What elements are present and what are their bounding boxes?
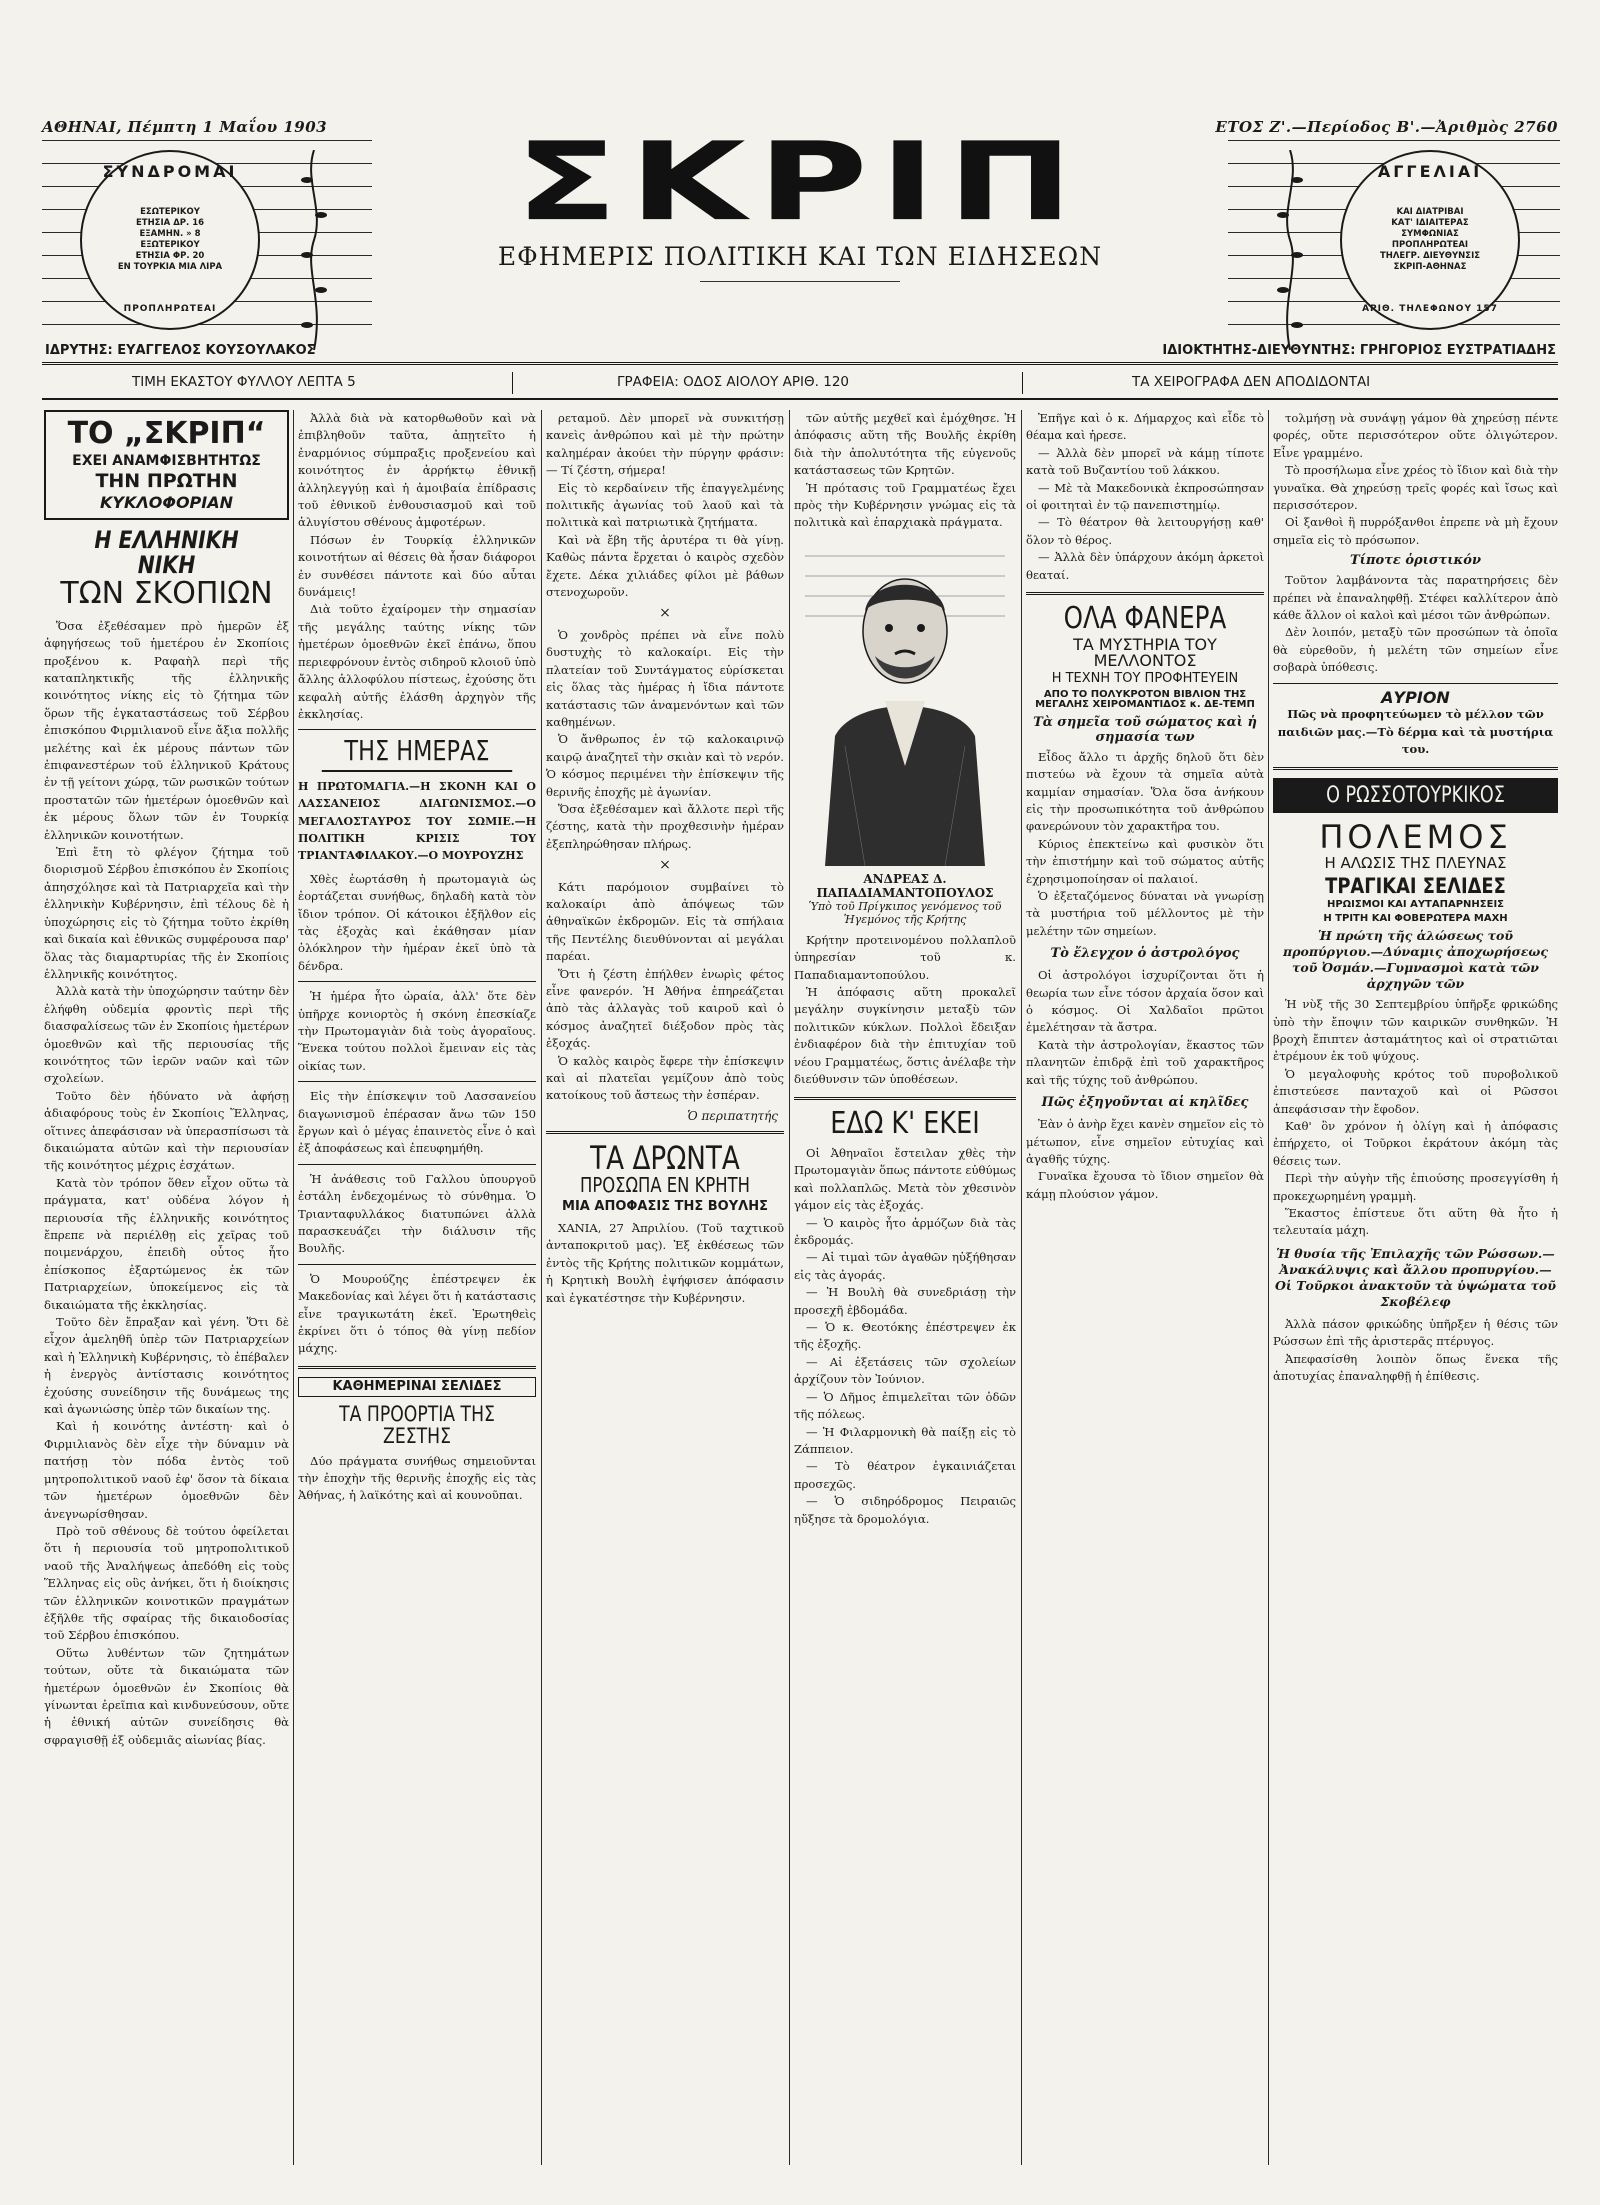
circulation-box: ΤΟ „ΣΚΡΙΠ“ ΕΧΕΙ ΑΝΑΜΦΙΣΒΗΤΗΤΩΣ ΤΗΝ ΠΡΩΤΗΝ ΚΥΚΛΟΦΟΡΙΑΝ xyxy=(44,410,289,520)
subheadline: ΜΙΑ ΑΠΟΦΑΣΙΣ ΤΗΣ ΒΟΥΛΗΣ xyxy=(562,1199,768,1215)
info-divider xyxy=(1022,372,1023,394)
column-1 xyxy=(44,410,289,2165)
headline: ΠΟΛΕΜΟΣ xyxy=(1319,817,1512,856)
subheadline: Τίποτε ὁριστικόν xyxy=(1350,553,1481,569)
section-title: ΤΗΣ ΗΜΕΡΑΣ xyxy=(322,736,512,771)
headline: ΤΩΝ ΣΚΟΠΙΩΝ xyxy=(60,576,273,612)
headline-box: Ο ΡΩΣΣΟΤΟΥΡΚΙΚΟΣ xyxy=(1273,778,1558,813)
column-5 xyxy=(1026,410,1264,2165)
article-body: Ἐπῆγε καὶ ὁ κ. Δήμαρχος καὶ εἶδε τὸ θέαμα καὶ ἠρεσε. — Ἀλλὰ δὲν μπορεῖ νὰ κάμῃ τίποτε κατὰ τοῦ Βυζαντίου τοῦ λάκκου. — Μὲ τὰ Μακεδονικὰ ἐκπροσώπησαν οἱ φοιτηταὶ ἐν τῷ πανεπιστημίῳ. — Τὸ θέατρον θὰ λειτουργήσῃ καθ' ὅλον τὸ θέρος. — Ἀλλὰ δὲν ὑπάρχουν ἀκόμη ἀρκετοὶ θεαταί. xyxy=(1026,411,1264,582)
column-2 xyxy=(298,410,536,2165)
article-body: τῶν αὐτῆς μεχθεῖ καὶ ἐμόχθησε. Ἡ ἀπόφασις αὕτη τῆς Βουλῆς ἐκρίθη διὰ τὴν ἀπολυτότητα τῆς εὐγενοῦς κατάστασεως τῶν Κρητῶν. Ἡ πρότασις τοῦ Γραμματέως ἔχει πρὸς τὴν Κυβέρνησιν γνώμας εἰς τὰ πολιτικὰ καὶ ἐπαρχιακὰ πράγματα. xyxy=(794,411,1016,530)
info-divider xyxy=(512,372,513,394)
price-notice: ΤΙΜΗ ΕΚΑΣΤΟΥ ΦΥΛΛΟΥ ΛΕΠΤΑ 5 xyxy=(132,374,356,390)
headline: ΤΑ ΔΡΩΝΤΑ xyxy=(590,1138,740,1177)
subheadline: Τὸ ἔλεγχον ὁ ἀστρολόγος xyxy=(1050,946,1240,962)
article-body: Τοῦτον λαμβάνοντα τὰς παρατηρήσεις δὲν πρέπει νὰ ἐπαναληφθῇ. Στέφει καλλίτερον ἀπὸ κάθε ἄλλον οἱ καλοὶ καὶ μέσοι τῶν ἀνθρώπων. Δὲν λοιπόν, μεταξὺ τῶν προσώπων τὰ ὁποῖα θὰ εὑρεθοῦν, ἡ μελέτη τῶν σημείων εἶνε σοβαρὰ ὑπόθεσις. xyxy=(1273,573,1558,675)
portrait-engraving-icon xyxy=(805,536,1005,866)
headline: ΠΡΟΣΩΠΑ ΕΝ ΚΡΗΤΗ xyxy=(580,1173,750,1198)
masthead-title-block xyxy=(395,119,1205,287)
article-body: Οἱ ἀστρολόγοι ἰσχυρίζονται ὅτι ἡ θεωρία των εἶνε τόσον ἀρχαία ὅσον καὶ ὁ κόσμος. Οἱ Χαλδαῖοι πρῶτοι ἐμελέτησαν τὰ ἄστρα. Κατὰ τὴν ἀστρολογίαν, ἕκαστος τῶν πλανητῶν ἐπιδρᾷ ἐπὶ τοῦ χαρακτῆρος καὶ τῆς τύχης τοῦ ἀνθρώπου. xyxy=(1026,968,1264,1087)
subheadline: ΑΠΟ ΤΟ ΠΟΛΥΚΡΟΤΟΝ ΒΙΒΛΙΟΝ ΤΗΣ ΜΕΓΑΛΗΣ ΧΕΙΡΟΜΑΝΤΙΔΟΣ κ. ΔΕ-ΤΕΜΠ xyxy=(1035,688,1255,711)
article-body: ΧΑΝΙΑ, 27 Ἀπριλίου. (Τοῦ ταχτικοῦ ἀνταποκριτοῦ μας). Ἐξ ἐκθέσεως τῶν ἐντὸς τῆς Κρήτης πολιτικῶν κομμάτων, ἡ Κρητικὴ Βουλὴ ἐψήφισεν ἀπόφασιν καὶ ἐγκατέστησε τὴν Κυβέρνησιν. xyxy=(546,1221,784,1305)
headline: Η ΑΛΩΣΙΣ ΤΗΣ ΠΛΕΥΝΑΣ xyxy=(1324,854,1507,873)
headline: Η ΤΕΧΝΗ ΤΟΥ ΠΡΟΦΗΤΕΥΕΙΝ xyxy=(1051,671,1239,687)
column-rule xyxy=(1021,410,1022,2165)
subheadline: ΑΥΡΙΟΝ xyxy=(1381,687,1450,707)
manuscripts-notice: ΤΑ ΧΕΙΡΟΓΡΑΦΑ ΔΕΝ ΑΠΟΔΙΔΟΝΤΑΙ xyxy=(1132,374,1371,390)
info-bar xyxy=(42,372,1558,394)
office-address: ΓΡΑΦΕΙΑ: ΟΔΟΣ ΑΙΟΛΟΥ ΑΡΙΘ. 120 xyxy=(617,374,849,390)
column-rule xyxy=(293,410,294,2165)
info-bar-rule xyxy=(42,398,1558,400)
subheadline: Τὰ σημεῖα τοῦ σώματος καὶ ἡ σημασία των xyxy=(1033,714,1257,745)
masthead-rule xyxy=(42,362,1558,367)
subheadline: Η ΤΡΙΤΗ ΚΑΙ ΦΟΒΕΡΩΤΕΡΑ ΜΑΧΗ xyxy=(1323,912,1508,924)
newspaper-subtitle: ΕΦΗΜΕΡΙΣ ΠΟΛΙΤΙΚΗ ΚΑΙ ΤΩΝ ΕΙΔΗΣΕΩΝ xyxy=(497,242,1103,271)
subheadline: Ἡ θυσία τῆς Ἐπιλαχῆς τῶν Ρώσσων.—Ἀνακάλυψις καὶ ἄλλου προπυργίου.—Οἱ Τοῦρκοι ἀνακτοῦν τὰ ὑψώματα τοῦ Σκοβέλεφ xyxy=(1274,1245,1557,1309)
headline: ΤΑ ΜΥΣΤΗΡΙΑ ΤΟΥ ΜΕΛΛΟΝΤΟΣ xyxy=(1073,634,1217,671)
subscription-seal: ΣΥΝΔΡΟΜΑΙ ΕΣΩΤΕΡΙΚΟΥ ΕΤΗΣΙΑ ΔΡ. 16 ΕΞΑΜΗΝ. » 8 ΕΞΩΤΕΡΙΚΟΥ ΕΤΗΣΙΑ ΦΡ. 20 ΕΝ ΤΟΥΡΚΙΑ ΜΙΑ ΛΙΡΑ ΠΡΟΠΛΗΡΩΤΕΑΙ xyxy=(80,150,260,330)
ornament-rule xyxy=(700,281,900,287)
column-4 xyxy=(794,410,1016,2165)
headline: ΤΑ ΠΡΟΟΡΤΙΑ ΤΗΣ ΖΕΣΤΗΣ xyxy=(339,1401,495,1448)
portrait-subcaption: Ὑπὸ τοῦ Πρίγκιπος γενόμενος τοῦ Ἡγεμόνος τῆς Κρήτης xyxy=(808,899,1002,926)
column-rule xyxy=(789,410,790,2165)
vine-ornament-icon xyxy=(300,150,328,350)
subheadline: Ἡ πρώτη τῆς ἁλώσεως τοῦ προπύργιου.—Δύναμις ἀποχωρήσεως τοῦ Ὀσμάν.—Γυμνασμοὶ κατὰ τῶν ἀρχηγῶν τῶν xyxy=(1283,928,1548,992)
portrait-caption: ΑΝΔΡΕΑΣ Δ. ΠΑΠΑΔΙΑΜΑΝΤΟΠΟΥΛΟΣ xyxy=(816,871,994,900)
subheadline: ΗΡΩΙΣΜΟΙ ΚΑΙ ΑΥΤΑΠΑΡΝΗΣΕΙΣ xyxy=(1326,899,1505,911)
owner-line: ΙΔΙΟΚΤΗΤΗΣ-ΔΙΕΥΘΥΝΤΗΣ: ΓΡΗΓΟΡΙΟΣ ΕΥΣΤΡΑΤΙΑΔΗΣ xyxy=(1162,343,1556,358)
founder-line: ΙΔΡΥΤΗΣ: ΕΥΑΓΓΕΛΟΣ ΚΟΥΣΟΥΛΑΚΟΣ xyxy=(45,343,316,358)
column-rule xyxy=(1268,410,1269,2165)
vine-ornament-icon xyxy=(1276,150,1304,350)
article-body: Οἱ Ἀθηναῖοι ἔστειλαν χθὲς τὴν Πρωτομαγιὰν ὅπως πάντοτε εὐθύμως καὶ πολλαπλῶς. Μετὰ τὸν χθεσινὸν γάμον εἰς τὰς ἐξοχάς. — Ὁ καιρὸς ἦτο ἁρμόζων διὰ τὰς ἐκδρομάς. — Αἱ τιμαὶ τῶν ἀγαθῶν ηὐξήθησαν εἰς τὰς ἀγοράς. — Ἡ Βουλὴ θὰ συνεδριάσῃ τὴν προσεχῆ ἑβδομάδα. — Ὁ κ. Θεοτόκης ἐπέστρεψεν ἐκ τῆς ἐξοχῆς. — Αἱ ἐξετάσεις τῶν σχολείων ἀρχίζουν τὸν Ἰούνιον. — Ὁ Δῆμος ἐπιμελεῖται τῶν ὁδῶν τῆς πόλεως. — Ἡ Φιλαρμονικὴ θὰ παίξῃ εἰς τὸ Ζάππειον. — Τὸ θέατρον ἐγκαινιάζεται προσεχῶς. — Ὁ σιδηρόδρομος Πειραιῶς ηὔξησε τὰ δρομολόγια. xyxy=(794,1146,1016,1526)
teaser: Πῶς νὰ προφητεύωμεν τὸ μέλλον τῶν παιδιῶν μας.—Τὸ δέρμα καὶ τὰ μυστήρια του. xyxy=(1277,707,1554,757)
section-divider: × xyxy=(659,605,671,622)
article-body: Ἐὰν ὁ ἀνὴρ ἔχει κανὲν σημεῖον εἰς τὸ μέτωπον, εἶνε σημεῖον εὐτυχίας καὶ ἀγαθῆς τύχης. Γυναῖκα ἔχουσα τὸ ἴδιον σημεῖον θὰ κάμῃ πλούσιον γάμον. xyxy=(1026,1117,1264,1201)
article-body: Εἶδος ἄλλο τι ἀρχῆς δηλοῦ ὅτι δὲν πιστεύω νὰ ἔχουν τὰ σημεῖα αὐτὰ καμμίαν σημασίαν. Ὅλα ὅσα ἀνήκουν εἰς τὴν προσωπικότητα τοῦ ἀνθρώπου φανερώνουν τὸν χαρακτῆρα του. Κύριος ἐπεκτείνω καὶ φυσικὸν ὅτι τὴν ἐπιστήμην καὶ τοῦ σώματος αὐτῆς ἐχρησιμοποίησαν οἱ παλαιοί. Ὁ ἐξεταζόμενος δύναται νὰ γνωρίσῃ τὰ μυστήρια τοῦ μέλλοντος μὲ τὴν μελέτην τῶν σημείων. xyxy=(1026,749,1264,938)
section-divider: × xyxy=(659,857,671,874)
column-6 xyxy=(1273,410,1558,2165)
article-body: Χθὲς ἐωρτάσθη ἡ πρωτομαγιὰ ὡς ἑορτάζεται συνήθως, δηλαδὴ κατὰ τὸν ἴδιον τρόπον. Οἱ κάτοικοι ἐξῆλθον εἰς τὰς ἐξοχὰς καὶ ἐκάθησαν μίαν ὁλόκληρον τὴν ἡμέραν ἐκεῖ ὑπὸ τὰ δένδρα. Ἡ ἡμέρα ἦτο ὡραία, ἀλλ' ὅτε δὲν ὑπῆρχε κονιορτὸς ἡ σκόνη ἐπεσκίαζε τὴν Πρωτομαγιὰν διὰ τοὺς ἀγοραῖους. Ἕνεκα τούτου πολλοὶ ἔμειναν εἰς τὰς οἰκίας των. Εἰς τὴν ἐπίσκεψιν τοῦ Λασσανείου διαγωνισμοῦ ἐπέρασαν ἄνω τῶν 150 ἔργων καὶ ὁ μέγας ἐπαινετὸς εἶνε ὁ καὶ ἐξ ἀποφάσεως καὶ ἐπευφημήθη. Ἡ ἀνάθεσις τοῦ Γαλλου ὑπουργοῦ ἐστάλη ἐνδεχομένως τὸ σύνθημα. Ὁ Τριανταφυλλάκος διατυπώνει ἀλλὰ παρασκευάζει τὴν διάλυσιν τῆς Βουλῆς. Ὁ Μουρούζης ἐπέστρεψεν ἐκ Μακεδονίας καὶ λέγει ὅτι ἡ κατάστασις εἶνε τραγικωτάτη ἐκεῖ. Ἐρωτηθεὶς ἐκρίνει ὅτι ὁ τόπος θὰ γίνῃ πεδίον μάχης. xyxy=(298,871,536,1356)
article-body: ρεταμοῦ. Δὲν μπορεῖ νὰ συνκιτήσῃ κανεὶς ἀνθρώπου καὶ μὲ τὴν πρώτην καλημέραν ἀκούει τὴν πύργην φράσιν: — Τί ζέστη, σήμερα! Εἰς τὸ κερδαίνειν τῆς ἐπαγγελμένης πολιτικῆς ἀγωνίας τοῦ λαοῦ καὶ τὰ πολιτικὰ καὶ πατριωτικὰ ζητήματα. Καὶ νὰ ἔβη τῆς ἀρυτέρα τι θὰ γίνῃ. Καθὼς πάντα ἔρχεται ὁ καιρὸς σχεδὸν ἔχετε. Δέκα χιλιάδες φίλοι μὲ βάθων στενοχωροῦν. × Ὁ χονδρὸς πρέπει νὰ εἶνε πολὺ δυστυχὴς τὸ καλοκαίρι. Εἰς τὴν πλατείαν τοῦ Συντάγματος εὑρίσκεται εἰς ὅλας τὰς ἡμέρας ἡ ἴδια πάντοτε κατάστασις τῶν ἀναμενόντων καὶ τῶν καθημένων. Ὁ ἄνθρωπος ἐν τῷ καλοκαιρινῷ καιρῷ ἀναζητεῖ τὴν σκιὰν καὶ τὸ νερόν. Ὁ κόσμος περιμένει τὴν ἐπίσκεψιν τῆς θερινῆς ἐποχῆς μὲ ἀγωνίαν. Ὅσα ἐξεθέσαμεν καὶ ἄλλοτε περὶ τῆς ζέστης, κατὰ τὴν προχθεσινὴν ἡμέραν ἐξεπληρώθησαν πλήρως. × Κάτι παρόμοιον συμβαίνει τὸ καλοκαίρι ἀπὸ ἀπόψεως τῶν ἀθηναϊκῶν ἐκδρομῶν. Εἰς τὰ σπήλαια τῆς Πεντέλης διευθύνονται αἱ μεγάλαι παρέαι. Ὅτι ἡ ζέστη ἐπήλθεν ἐνωρὶς φέτος εἶνε φανερόν. Ἡ Ἀθήνα ἐπηρεάζεται ἀπὸ τὰς ἀλλαγὰς τοῦ καιροῦ καὶ ὁ κόσμος ἀναζητεῖ διέξοδον πρὸς τὰς ἐξοχάς. Ὁ καλὸς καιρὸς ἔφερε τὴν ἐπίσκεψιν καὶ αἱ πλατεῖαι γεμίζουν ἀπὸ τοὺς κατοίκους τοῦ ἄστεως τὴν ἑσπέραν. xyxy=(546,411,784,1103)
article-body: Ἡ νὺξ τῆς 30 Σεπτεμβρίου ὑπῆρξε φρικώδης ὑπὸ τὴν ἔποψιν τῶν καιρικῶν συνθηκῶν. Ἡ βροχὴ ἔπιπτεν ἀσταμάτητος καὶ οἱ στρατιῶται ἐτρέμουν ἐκ τοῦ ψύχους. Ὁ μεγαλοφυὴς κρότος τοῦ πυροβολικοῦ ἐπιστεύεσε πανταχοῦ καὶ οἱ Ρῶσσοι ἀπεφάσισαν τὴν ἔφοδον. Καθ' ὃν χρόνον ἡ ὀλίγη καὶ ἡ ἀπόφασις ἐπήρχετο, οἱ Τοῦρκοι ἐκράτουν ἀκόμη τὰς θέσεις των. Περὶ τὴν αὐγὴν τῆς ἐπιούσης προσεγγίσθη ἡ προκεχωρημένη γραμμὴ. Ἕκαστος ἐπίστευε ὅτι αὕτη θὰ ἦτο ἡ τελευταία μάχη. xyxy=(1273,997,1558,1238)
article-body: τολμήσῃ νὰ συνάψῃ γάμον θὰ χηρεύσῃ πέντε φορές, οὔτε περισσότερον οὔτε ὀλιγώτερον. Εἶνε γραμμένο. Τὸ προσήλωμα εἶνε χρέος τὸ ἴδιον καὶ διὰ τὴν γυναῖκα. Θὰ χηρεύσῃ τρεῖς φορές καὶ ἴσως καὶ περισσότερον. Οἱ ξανθοὶ ἢ πυρρόξανθοι ἐπρεπε νὰ μὴ ἔχουν σημεῖα εἰς τὸ πρόσωπον. xyxy=(1273,411,1558,547)
issue-number: ΕΤΟΣ Ζ'.—Περίοδος Β'.—Ἀριθμὸς 2760 xyxy=(1215,118,1558,136)
advertising-seal: ΑΓΓΕΛΙΑΙ ΚΑΙ ΔΙΑΤΡΙΒΑΙ ΚΑΤ' ΙΔΙΑΙΤΕΡΑΣ ΣΥΜΦΩΝΙΑΣ ΠΡΟΠΛΗΡΩΤΕΑΙ ΤΗΛΕΓΡ. ΔΙΕΥΘΥΝΣΙΣ ΣΚΡΙΠ-ΑΘΗΝΑΣ ΑΡΙΘ. ΤΗΛΕΦΩΝΟΥ 157 xyxy=(1340,150,1520,330)
subheadline: Πῶς ἐξηγοῦνται αἱ κηλῖδες xyxy=(1041,1095,1249,1111)
article-body: Ἀλλὰ διὰ νὰ κατορθωθοῦν καὶ νὰ ἐπιβληθοῦν ταῦτα, ἀπῃτεῖτο ἡ ἐναρμόνιος σύμπραξις προξενείου καὶ κοινότητος ἐν ἀρρήκτῳ ἐθνικῇ ἀλληλεγγύῃ καὶ ἡ ἀμοιβαία ἐπίδρασις τοῦ ἐθνικοῦ ἐνθουσιασμοῦ καὶ τοῦ ἀλυγίστου σθένους ἀμφοτέρων. Πόσων ἐν Τουρκίᾳ ἑλληνικῶν κοινοτήτων αἱ θέσεις θὰ ἦσαν διάφοροι ἐν συνθέσει πάντοτε καὶ δύο αὗται δυνάμεις! Διὰ τοῦτο ἐχαίρομεν τὴν σημασίαν τῆς μεγάλης ταύτης νίκης τῶν ἡμετέρων ὁμοεθνῶν ἐκεῖ ἐπάνω, ὅπου περιεφρόνουν ἐντὸς σιδηροῦ κλοιοῦ ὑπὸ ἄλλης ἀλλοφύλου πίστεως, ἐχούσης ὅτι κεφαλὴ αὐτῆς ἐλάσθη ἀρχηγὸν τῆς ἐκκλησίας. xyxy=(298,411,536,721)
article-body: Ὅσα ἐξεθέσαμεν πρὸ ἡμερῶν ἐξ ἀφηγήσεως τοῦ ἡμετέρου ἐν Σκοπίοις προξένου κ. Ραφαὴλ περὶ τῆς καταπληκτικῆς τῆς ἑλληνικῆς κοινότητος νίκης εἰς τὸ ζήτημα τῶν ὅρων τῆς ἐγκαταστάσεως τοῦ Σέρβου ἐπισκόπου Φιρμιλιανοῦ εἶνε ἄξια πολλῆς μελέτης καὶ ἐκ μέρους πάντων τῶν ἐπιφανεστέρων τοῦ ἑλληνικοῦ Κράτους ἐν τῇ γείτονι χώρᾳ, τῶν ρωσικῶν τούτων προστατῶν τῶν ἡμετέρων ὁμοεθνῶν καὶ ἐκ μέρους ὅλων τῶν ἐν Τουρκίᾳ ἑλληνικῶν κοινοτήτων. Ἐπὶ ἔτη τὸ φλέγον ζήτημα τοῦ διορισμοῦ Σέρβου ἐπισκόπου ἐν Σκοπίοις ἀπησχόλησε καὶ τὰ Πατριαρχεῖα καὶ τὴν ἑλληνικὴν Κυβέρνησιν, ἐπὶ τέλους δὲ ἡ ὑποχώρησις εἰς τὸ ζήτημα τοῦτο ἐκρίθη καὶ δικαία καὶ ἐθνικῶς συμφέρουσα παρ' ὅλας τὰς διαμαρτυρίας τῆς ἐν Σκοπίοις ἑλληνικῆς κοινότητος. Ἀλλὰ κατὰ τὴν ὑποχώρησιν ταύτην δὲν ἐλήφθη οὐδεμία φροντὶς περὶ τῆς διασφαλίσεως τῶν ἐν Σκοπίοις ἡμετέρων ὁμοεθνῶν καὶ τῆς περιουσίας τῆς κοινότητος τῶν ἱερῶν ναῶν καὶ τῶν σχολείων. Τοῦτο δὲν ἠδύνατο νὰ ἀφήσῃ ἀδιαφόρους τοὺς ἐν Σκοπίοις Ἕλληνας, οἵτινες ἀπεφάσισαν νὰ ὑπερασπίσωσι τὰ δικαιώματα αὐτῶν καὶ τὴν περιουσίαν τῆς κοινότητος μέχρις ἐσχάτων. Κατὰ τὸν τρόπον ὅθεν εἶχον οὕτω τὰ πράγματα, κατ' οὐδένα λόγον ἡ περιουσία τῆς ἑλληνικῆς κοινότητος ἔπρεπε νὰ περιέλθῃ εἰς χεῖρας τοῦ ποιμενάρχου, ἐπειδὴ οὗτος ἦτο ἐπίσκοπος ἐξαρτώμενος ἐκ τῶν Πατριαρχείων, ὑποκείμενος εἰς τὰ δικαιώματα τῆς ἐκκλησίας. Τοῦτο δὲν ἔπραξαν καὶ γένη. Ὅτι δὲ εἶχον ἀμεληθῆ ὑπὲρ τῶν Πατριαρχείων καὶ ἡ Ἑλληνικὴ Κυβέρνησις, τὸ ἐπέβαλεν ἡ ἐνεργὸς ἀντίστασις κοινότητος ἐχούσης συνείδησιν τῆς δυνάμεως της καὶ ἀγωνιώσης ὑπὲρ τῶν δικαίων της. Καὶ ἡ κοινότης ἀντέστη· καὶ ὁ Φιρμιλιανὸς δὲν εἶχε τὴν δύναμιν νὰ πατήσῃ τὸν πόδα ἐντὸς τοῦ μητροπολιτικοῦ ναοῦ ἐφ' ὅσον τὰ δίκαια τῶν ἡμετέρων ὁμοεθνῶν δὲν ἀνεγνωρίσθησαν. Πρὸ τοῦ σθένους δὲ τούτου ὀφείλεται ὅτι ἡ περιουσία τοῦ μητροπολιτικοῦ ναοῦ τῆς Ἀναλήψεως ἀπεδόθη εἰς τοὺς Ἕλληνας εἰς οὓς ἀνήκει, ὅτι ἡ διοίκησις τῶν ἑλληνικῶν κοινοτικῶν πραγμάτων ἐξῆλθε τῆς σφαίρας τῆς δικαιοδοσίας τοῦ Σέρβου ἐπισκόπου. Οὕτω λυθέντων τῶν ζητημάτων τούτων, οὔτε τὰ δικαιώματα τῶν ἡμετέρων ὁμοεθνῶν ἐν Σκοπίοις θὰ γίνωνται ἐρεῖπια καὶ κινδυνεύσουν, οὔτε ἡ ἐθνική αὐτῶν συνείδησις θὰ σφραγισθῇ ἐξ οὐδεμιᾶς αἰωνίας βίας. xyxy=(44,618,289,1747)
dateline: ΑΘΗΝΑΙ, Πέμπτη 1 Μαΐου 1903 xyxy=(42,118,328,136)
headline: Η ΕΛΛΗΝΙΚΗ ΝΙΚΗ xyxy=(94,525,239,580)
headline: ΕΔΩ Κ' ΕΚΕΙ xyxy=(830,1105,980,1141)
article-body: Δύο πράγματα συνήθως σημειοῦνται τὴν ἐποχὴν τῆς θερινῆς ἐποχῆς εἰς τὰς Ἀθήνας, ἡ λαϊκότης καὶ αἱ κουνοῦπαι. xyxy=(298,1453,536,1503)
article-body: Ἀλλὰ πάσον φρικώδης ὑπῆρξεν ἡ θέσις τῶν Ρώσσων ἐπὶ τῆς ἀριστερᾶς πτέρυγος. Ἀπεφασίσθη λοιπὸν ὅπως ἕνεκα τῆς ἀποτυχίας ἐπαναληφθῇ ἡ ἐπίθεσις. xyxy=(1273,1316,1558,1384)
headline: ΤΡΑΓΙΚΑΙ ΣΕΛΙΔΕΣ xyxy=(1325,874,1506,899)
byline: Ὁ περιπατητής xyxy=(687,1108,778,1123)
section-summary: Η ΠΡΩΤΟΜΑΓΙΑ.—Η ΣΚΟΝΗ ΚΑΙ Ο ΛΑΣΣΑΝΕΙΟΣ ΔΙΑΓΩΝΙΣΜΟΣ.—Ο ΜΕΓΑΛΟΣΤΑΥΡΟΣ ΤΟΥ ΣΩΜΙΕ.—Η ΠΟΛΙΤΙΚΗ ΚΡΙΣΙΣ ΤΟΥ ΤΡΙΑΝΤΑΦΙΛΑΚΟΥ.—Ο ΜΟΥΡΟΥΖΗΣ xyxy=(298,779,536,863)
headline: ΟΛΑ ΦΑΝΕΡΑ xyxy=(1063,601,1227,637)
section-box: ΚΑΘΗΜΕΡΙΝΑΙ ΣΕΛΙΔΕΣ xyxy=(298,1377,536,1397)
column-rule xyxy=(541,410,542,2165)
newspaper-title: ΣΚΡΙΠ xyxy=(515,119,1085,246)
article-body: Κρήτην προτεινομένου πολλαπλοῦ ὑπηρεσίαν τοῦ κ. Παπαδιαμαντοπούλου. Ἡ ἀπόφασις αὕτη προκαλεῖ μεγάλην συγκίνησιν μεταξὺ τῶν πολιτικῶν κύκλων. Πολλοὶ ἔδειξαν ἐνδιαφέρον διὰ τὴν ἐπιτυχίαν τοῦ νέου Γραμματέως, ὅστις ἀνέλαβε τὴν διεύθυνσιν τῶν ὑποθέσεων. xyxy=(794,932,1016,1087)
column-3 xyxy=(546,410,784,2165)
